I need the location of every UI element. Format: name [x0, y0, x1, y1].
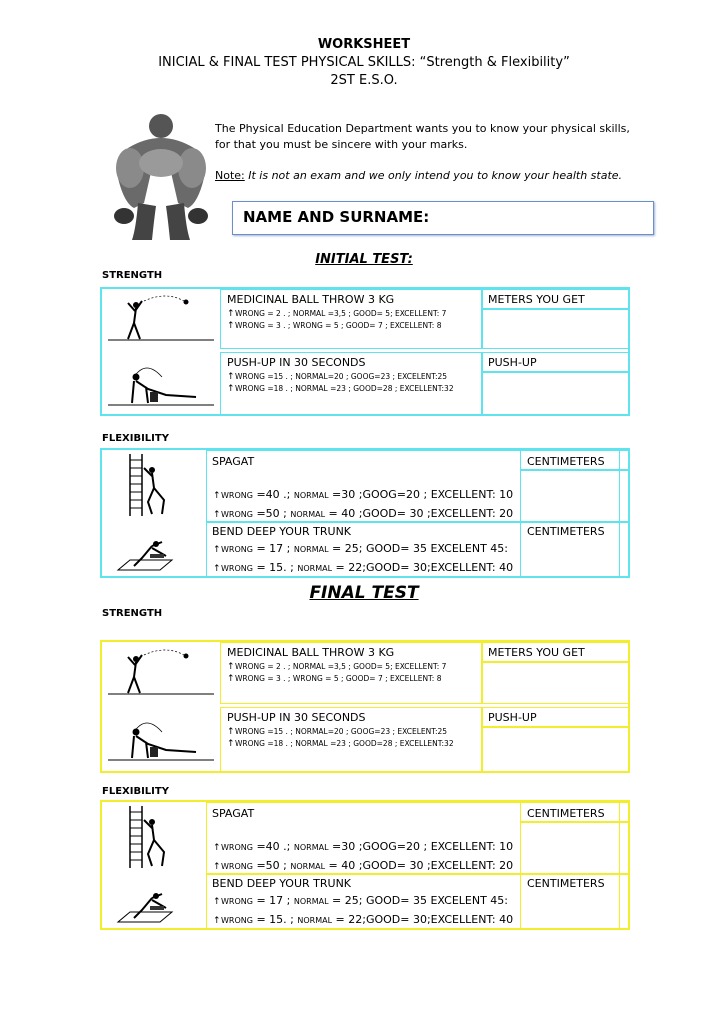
normal-label: NORMAL — [293, 545, 329, 554]
spagat-l1-b: =30 ;GOOG=20 ; EXCELLENT: 10 — [328, 488, 514, 501]
initial-pushup-criteria — [227, 371, 454, 395]
initial-throw-result-input[interactable] — [482, 309, 630, 349]
final-flexibility-table — [100, 800, 630, 930]
initial-throw-line-1: WRONG = 2 . ; NORMAL =3,5 ; GOOD= 5; EXCELLENT: 7 — [235, 309, 447, 318]
arrow-up-icon: ↑ — [213, 491, 221, 501]
final-trunk-result-header-label: CENTIMETERS — [527, 877, 605, 890]
initial-test-title: INITIAL TEST: — [315, 252, 413, 267]
arrow-up-icon: ↑ — [213, 916, 221, 926]
final-spagat-result-header — [520, 802, 630, 822]
final-spagat-result-input[interactable] — [520, 822, 630, 874]
spagat-l2-a: =50 ; — [252, 507, 291, 520]
wrong-label: WRONG — [221, 862, 253, 871]
arrow-up-icon: ↑ — [213, 862, 221, 872]
wall-bars-figure — [108, 804, 198, 872]
arrow-up-icon: ↑ — [213, 564, 221, 574]
arrow-up-icon: ↑ — [213, 897, 221, 907]
spagat-l1-b: =30 ;GOOG=20 ; EXCELLENT: 10 — [328, 840, 514, 853]
wall-bars-figure — [108, 452, 198, 520]
ball-throw-figure — [106, 647, 216, 699]
name-surname-field[interactable] — [232, 201, 654, 235]
normal-label: NORMAL — [290, 862, 326, 871]
final-pushup-desc-cell — [220, 707, 482, 773]
initial-flexibility-label: FLEXIBILITY — [102, 433, 169, 444]
final-trunk-criteria — [213, 892, 513, 930]
spagat-l1-a: =40 .; — [252, 840, 294, 853]
initial-trunk-result-input[interactable] — [520, 522, 630, 578]
worksheet-grade: 2ST E.S.O. — [330, 73, 398, 88]
pushup-figure — [106, 357, 216, 413]
worksheet-title: WORKSHEET — [317, 37, 411, 52]
final-flexibility-label: FLEXIBILITY — [102, 786, 169, 797]
worksheet-subtitle: INICIAL & FINAL TEST PHYSICAL SKILLS: “Strength & Flexibility” — [158, 55, 570, 70]
final-throw-line-2: WRONG = 3 . ; WRONG = 5 ; GOOD= 7 ; EXCELLENT: 8 — [235, 674, 442, 683]
final-pushup-criteria — [227, 726, 454, 750]
final-spagat-title: SPAGAT — [212, 807, 255, 820]
initial-throw-result-header-label: METERS YOU GET — [488, 293, 585, 306]
final-throw-result-header-label: METERS YOU GET — [488, 646, 585, 659]
wrong-label: WRONG — [221, 916, 253, 925]
intro-line-2: for that you must be sincere with your marks. — [215, 138, 468, 151]
final-throw-result-header — [482, 642, 630, 662]
final-throw-criteria — [227, 661, 446, 685]
arrow-up-icon: ↑ — [227, 384, 235, 394]
trunk-l1-a: = 17 ; — [252, 894, 294, 907]
normal-label: NORMAL — [293, 491, 329, 500]
final-spagat-result-header-label: CENTIMETERS — [527, 807, 605, 820]
initial-pushup-result-header — [482, 352, 630, 372]
normal-label: NORMAL — [293, 843, 329, 852]
spagat-l1-a: =40 .; — [252, 488, 294, 501]
initial-spagat-criteria — [213, 486, 513, 524]
wrong-label: WRONG — [221, 843, 253, 852]
initial-throw-title: MEDICINAL BALL THROW 3 KG — [227, 293, 395, 306]
name-surname-label: NAME AND SURNAME: — [243, 208, 430, 226]
initial-strength-table — [100, 287, 630, 416]
final-pushup-title: PUSH-UP IN 30 SECONDS — [227, 711, 366, 724]
arrow-up-icon: ↑ — [227, 309, 235, 319]
normal-label: NORMAL — [293, 897, 329, 906]
final-throw-desc-cell — [220, 642, 482, 704]
initial-spagat-result-input[interactable] — [520, 470, 630, 522]
wrong-label: WRONG — [221, 545, 253, 554]
initial-spagat-result-header — [520, 450, 630, 470]
intro-text — [215, 121, 665, 184]
spagat-l2-a: =50 ; — [252, 859, 291, 872]
initial-throw-line-2: WRONG = 3 . ; WRONG = 5 ; GOOD= 7 ; EXCELLENT: 8 — [235, 321, 442, 330]
initial-pushup-result-input[interactable] — [482, 372, 630, 416]
ball-throw-figure — [106, 293, 216, 345]
initial-flexibility-table — [100, 448, 630, 578]
trunk-l1-b: = 25; GOOD= 35 EXCELENT 45: — [328, 542, 509, 555]
trunk-bend-figure — [112, 882, 192, 928]
initial-throw-criteria — [227, 308, 446, 332]
note-label: Note: — [215, 169, 245, 182]
spagat-l2-b: = 40 ;GOOD= 30 ;EXCELLENT: 20 — [325, 507, 514, 520]
initial-throw-desc-cell — [220, 289, 482, 349]
final-throw-result-input[interactable] — [482, 662, 630, 704]
final-strength-table — [100, 640, 630, 773]
final-pushup-result-header — [482, 707, 630, 727]
final-trunk-title: BEND DEEP YOUR TRUNK — [212, 877, 352, 890]
final-pushup-result-header-label: PUSH-UP — [488, 711, 537, 724]
arrow-up-icon: ↑ — [227, 739, 235, 749]
initial-pushup-title: PUSH-UP IN 30 SECONDS — [227, 356, 366, 369]
worksheet-header — [0, 36, 728, 90]
wrong-label: WRONG — [221, 491, 253, 500]
trunk-l1-b: = 25; GOOD= 35 EXCELENT 45: — [328, 894, 509, 907]
trunk-l1-a: = 17 ; — [252, 542, 294, 555]
normal-label: NORMAL — [297, 916, 333, 925]
initial-trunk-criteria — [213, 540, 513, 578]
arrow-up-icon: ↑ — [227, 674, 235, 684]
initial-throw-result-header — [482, 289, 630, 309]
note-text: It is not an exam and we only intend you to know your health state. — [244, 169, 623, 182]
final-throw-line-1: WRONG = 2 . ; NORMAL =3,5 ; GOOD= 5; EXCELLENT: 7 — [235, 662, 447, 671]
arrow-up-icon: ↑ — [213, 510, 221, 520]
normal-label: NORMAL — [290, 510, 326, 519]
initial-pushup-result-header-label: PUSH-UP — [488, 356, 537, 369]
final-pushup-line-1: WRONG =15 . ; NORMAL=20 ; GOOG=23 ; EXCELENT:25 — [235, 727, 448, 736]
arrow-up-icon: ↑ — [227, 372, 235, 382]
trunk-l2-b: = 22;GOOD= 30;EXCELLENT: 40 — [332, 913, 514, 926]
pushup-figure — [106, 712, 216, 768]
arrow-up-icon: ↑ — [213, 843, 221, 853]
arrow-up-icon: ↑ — [213, 545, 221, 555]
initial-strength-label: STRENGTH — [102, 270, 163, 281]
initial-spagat-title: SPAGAT — [212, 455, 255, 468]
trunk-l2-a: = 15. ; — [252, 913, 298, 926]
final-pushup-result-input[interactable] — [482, 727, 630, 773]
wrong-label: WRONG — [221, 564, 253, 573]
final-spagat-criteria — [213, 838, 513, 876]
trunk-bend-figure — [112, 530, 192, 576]
wrong-label: WRONG — [221, 510, 253, 519]
initial-trunk-title: BEND DEEP YOUR TRUNK — [212, 525, 352, 538]
arrow-up-icon: ↑ — [227, 727, 235, 737]
final-test-title: FINAL TEST — [309, 583, 419, 603]
spagat-l2-b: = 40 ;GOOD= 30 ;EXCELLENT: 20 — [325, 859, 514, 872]
intro-line-1: The Physical Education Department wants you to know your physical skills, — [215, 122, 630, 135]
final-trunk-result-input[interactable] — [520, 874, 630, 930]
arrow-up-icon: ↑ — [227, 662, 235, 672]
final-strength-label: STRENGTH — [102, 608, 163, 619]
initial-spagat-result-header-label: CENTIMETERS — [527, 455, 605, 468]
trunk-l2-a: = 15. ; — [252, 561, 298, 574]
normal-label: NORMAL — [297, 564, 333, 573]
intro-note — [215, 168, 665, 184]
trunk-l2-b: = 22;GOOD= 30;EXCELLENT: 40 — [332, 561, 514, 574]
final-pushup-line-2: WRONG =18 . ; NORMAL =23 ; GOOD=28 ; EXCELLENT:32 — [235, 739, 454, 748]
arrow-up-icon: ↑ — [227, 321, 235, 331]
wrong-label: WRONG — [221, 897, 253, 906]
initial-pushup-line-1: WRONG =15 . ; NORMAL=20 ; GOOG=23 ; EXCELENT:25 — [235, 372, 448, 381]
muscleman-illustration — [108, 108, 214, 242]
initial-pushup-desc-cell — [220, 352, 482, 416]
initial-pushup-line-2: WRONG =18 . ; NORMAL =23 ; GOOD=28 ; EXCELLENT:32 — [235, 384, 454, 393]
initial-trunk-result-header-label: CENTIMETERS — [527, 525, 605, 538]
final-throw-title: MEDICINAL BALL THROW 3 KG — [227, 646, 395, 659]
